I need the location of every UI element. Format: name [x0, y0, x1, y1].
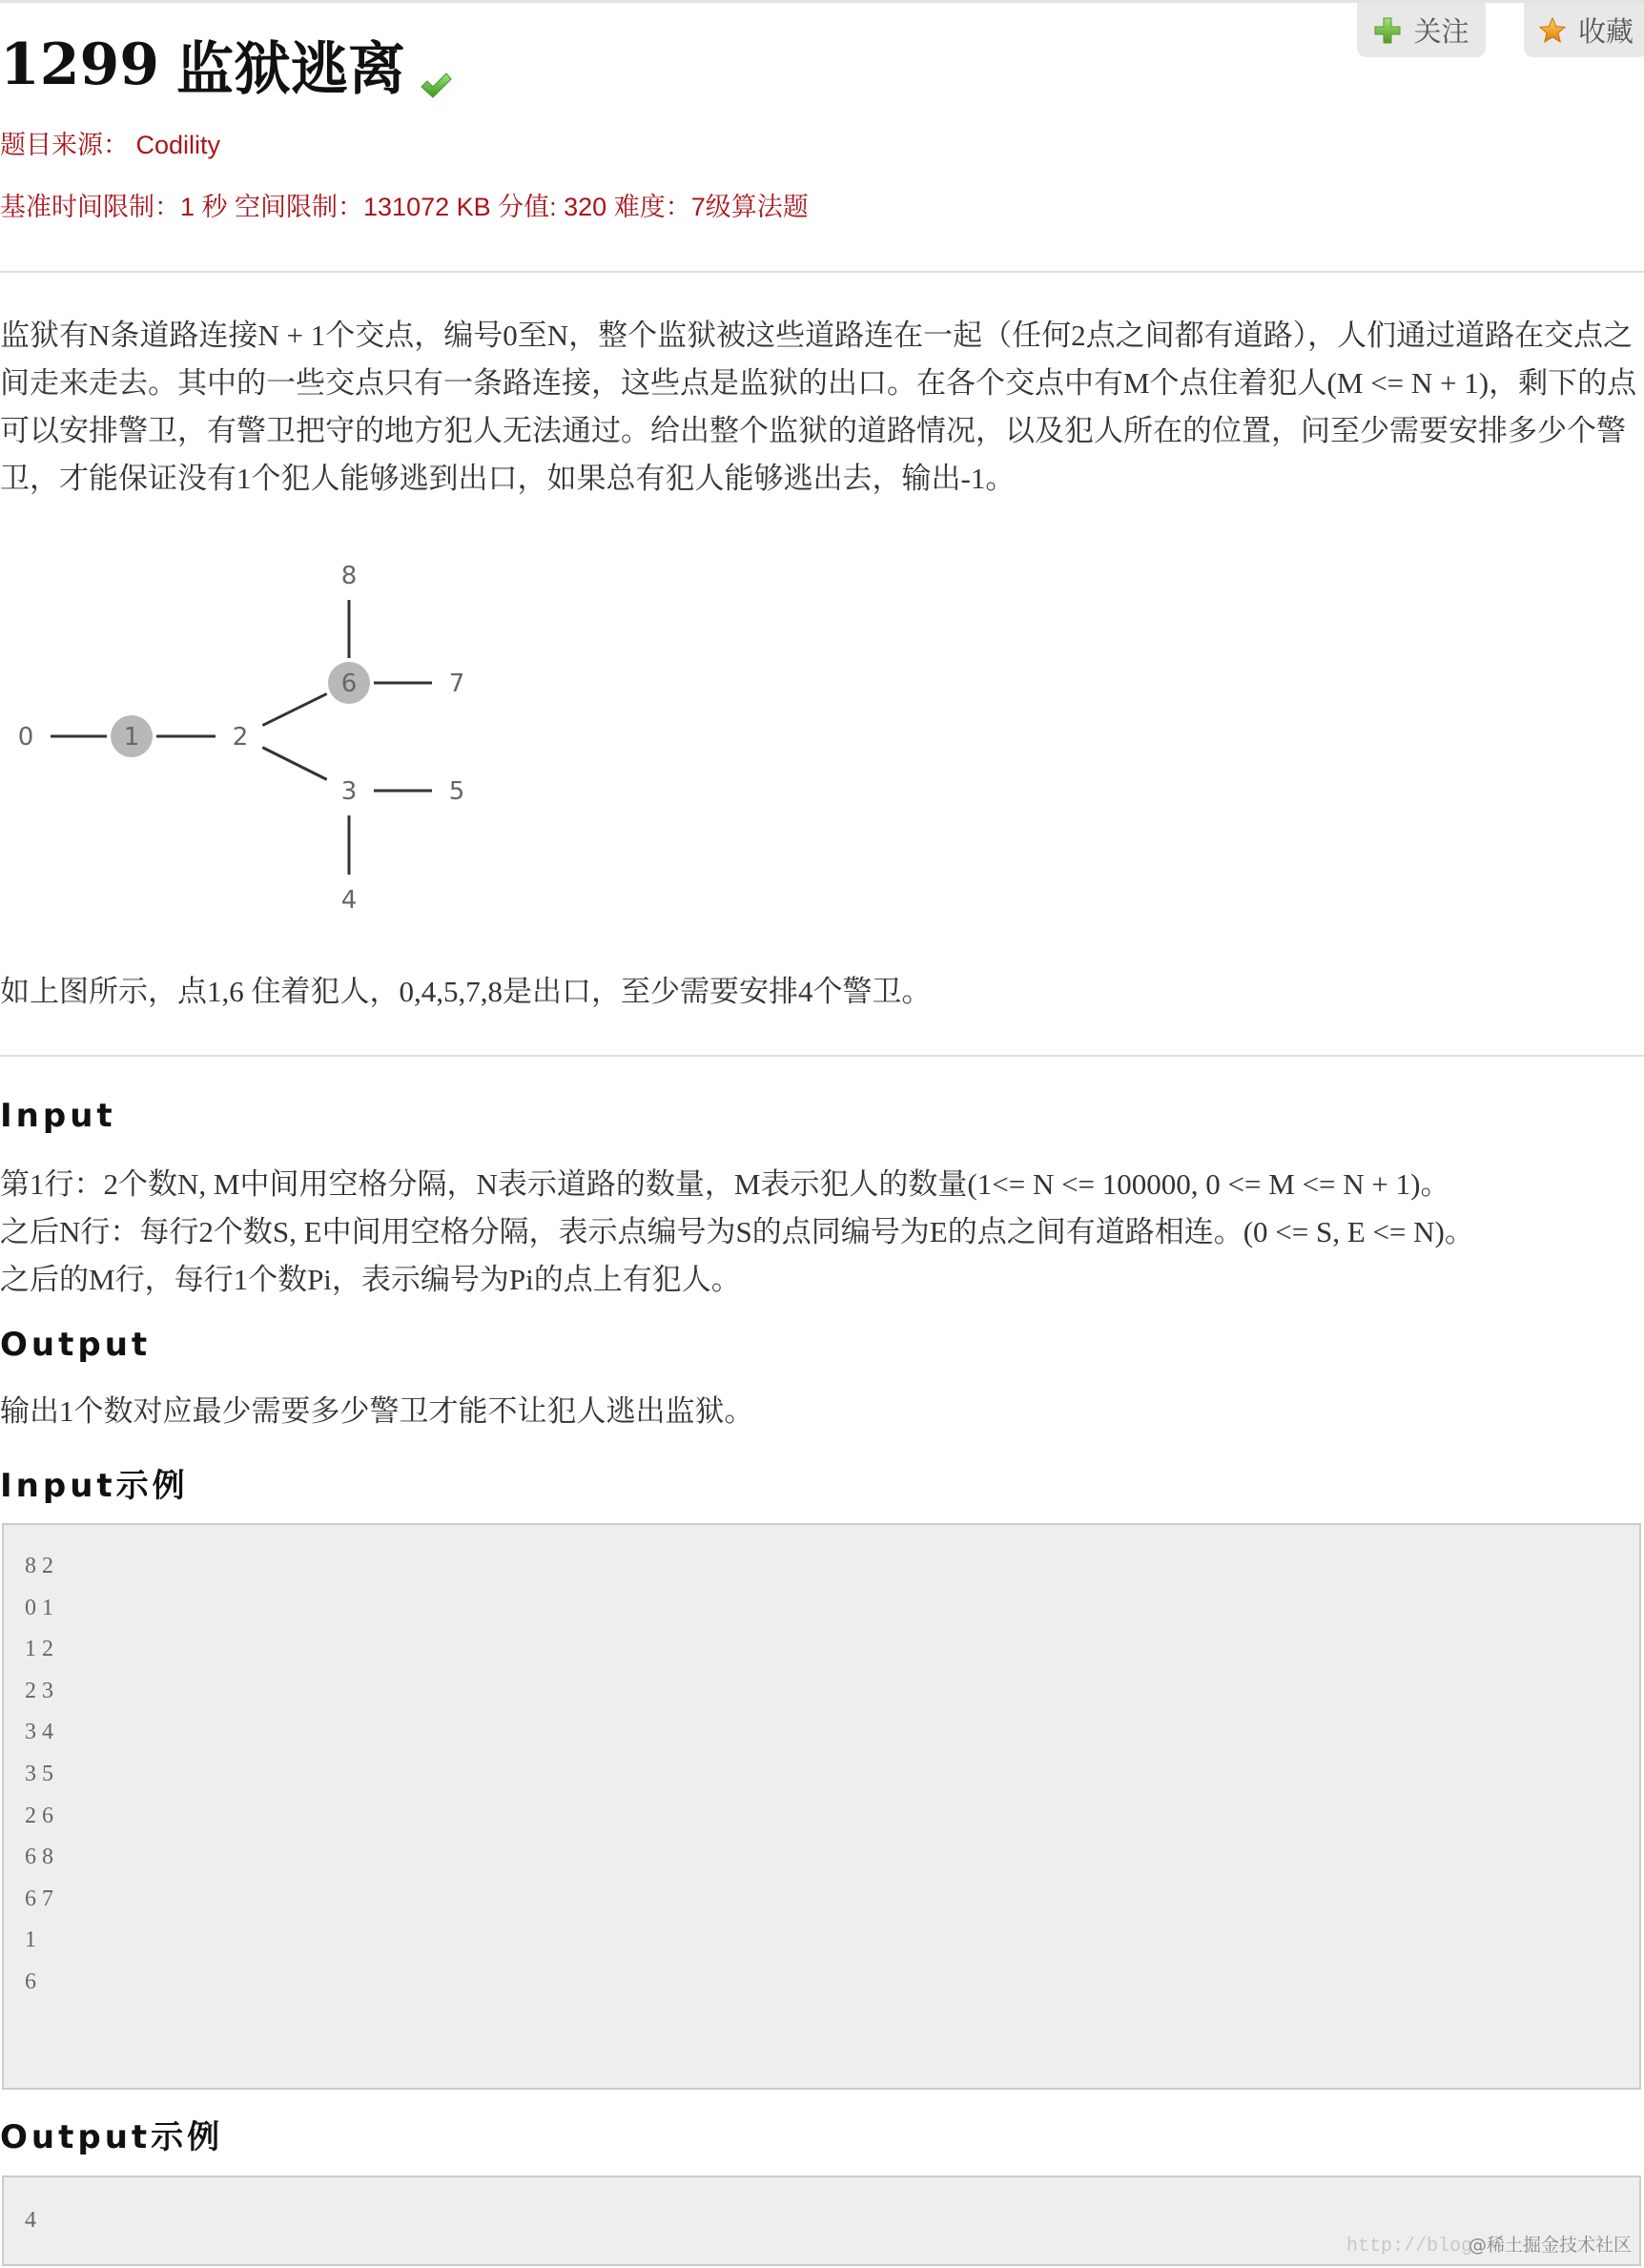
graph-node-label: 0 — [17, 723, 34, 752]
graph-node-label: 5 — [448, 777, 465, 806]
graph-node-label: 8 — [340, 562, 358, 590]
graph-edge — [262, 748, 326, 780]
input-example-heading: Input示例 — [0, 1467, 189, 1505]
divider — [0, 271, 1644, 273]
favorite-button[interactable] — [1524, 3, 1644, 57]
graph-node-label: 3 — [340, 777, 358, 806]
input-line: 之后的M行，每行1个数Pi，表示编号为Pi的点上有犯人。 — [0, 1263, 741, 1296]
watermark — [1346, 2234, 1632, 2258]
output-example-box[interactable] — [2, 2175, 1641, 2266]
plus-icon — [1373, 16, 1402, 45]
problem-number: 1299 — [0, 31, 159, 98]
favorite-label: 收藏 — [1577, 15, 1634, 48]
star-icon — [1538, 16, 1567, 45]
example-line: 6 7 — [25, 1886, 53, 1911]
graph-diagram — [0, 534, 496, 935]
input-line: 第1行：2个数N, M中间用空格分隔，N表示道路的数量，M表示犯人的数量(1<= N <= 100000, 0 <= M <= N + 1)。 — [0, 1167, 1450, 1201]
input-example-box[interactable] — [2, 1523, 1641, 2090]
page-title — [0, 27, 453, 103]
graph-node-label: 6 — [340, 670, 358, 698]
problem-limits: 基准时间限制：1 秒 空间限制：131072 KB 分值: 320 难度：7级算法题 — [0, 193, 809, 221]
follow-button[interactable] — [1357, 3, 1486, 57]
divider — [0, 1055, 1644, 1057]
example-line: 1 — [25, 1928, 36, 1953]
graph-node-label: 2 — [232, 723, 249, 752]
example-line: 3 4 — [25, 1720, 53, 1745]
watermark-brand: @稀土掘金技术社区 — [1468, 2235, 1632, 2256]
check-icon — [419, 51, 453, 85]
graph-edge — [262, 693, 326, 725]
graph-node-label: 4 — [340, 886, 358, 915]
output-heading: Output — [0, 1326, 152, 1364]
output-example-heading: Output示例 — [0, 2118, 224, 2156]
example-line: 2 6 — [25, 1803, 53, 1828]
diagram-explanation: 如上图所示，点1,6 住着犯人，0,4,5,7,8是出口，至少需要安排4个警卫。 — [0, 975, 932, 1008]
example-line: 6 — [25, 1969, 36, 1994]
graph-node-label: 1 — [123, 723, 140, 752]
problem-source: 题目来源： Codility — [0, 131, 221, 159]
example-line: 6 8 — [25, 1845, 53, 1870]
output-example-value: 4 — [25, 2208, 36, 2233]
graph-node-label: 7 — [448, 670, 465, 698]
input-heading: Input — [0, 1097, 116, 1135]
example-line: 8 2 — [25, 1554, 53, 1578]
follow-label: 关注 — [1413, 15, 1469, 48]
example-line: 0 1 — [25, 1595, 53, 1620]
input-line: 之后N行：每行2个数S, E中间用空格分隔，表示点编号为S的点同编号为E的点之间有道路相连。(0 <= S, E <= N)。 — [0, 1215, 1474, 1248]
example-line: 2 3 — [25, 1678, 53, 1703]
problem-title: 监狱逃离 — [176, 36, 405, 103]
output-description: 输出1个数对应最少需要多少警卫才能不让犯人逃出监狱。 — [0, 1394, 754, 1428]
input-description — [0, 1161, 1640, 1304]
example-line: 1 2 — [25, 1637, 53, 1662]
watermark-url: http://blog — [1346, 2236, 1472, 2258]
problem-description: 监狱有N条道路连接N + 1个交点，编号0至N，整个监狱被这些道路连在一起（任何2点之间都有道路），人们通过道路在交点之间走来走去。其中的一些交点只有一条路连接，这些点是监狱的出口。在各个交点中有M个点住着犯人(M <= N + 1)，剩下的点可以安排警卫，有警卫把守的地方犯人无法通过。给出整个监狱的道路情况，以及犯人所在的位置，问至少需要安排多少个警卫，才能保证没有1个犯人能够逃到出口，如果总有犯人能够逃出去，输出-1。 — [0, 319, 1637, 495]
example-line: 3 5 — [25, 1761, 53, 1786]
